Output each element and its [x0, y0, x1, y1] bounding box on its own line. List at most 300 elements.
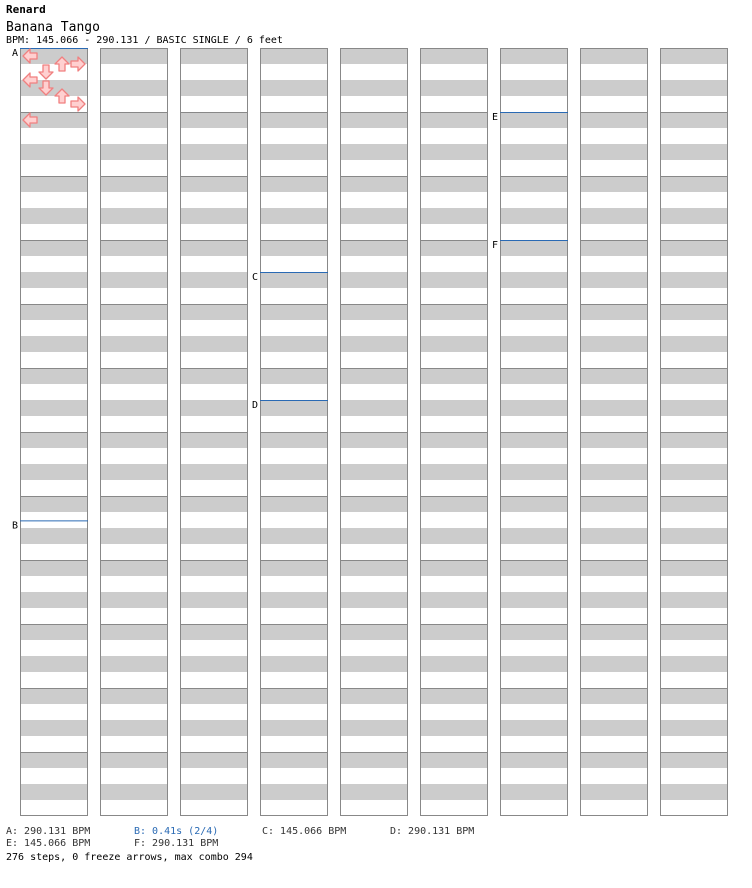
beat-stripe: [500, 112, 568, 128]
beat-stripe: [20, 736, 88, 752]
beat-stripe: [500, 544, 568, 560]
beat-stripe: [500, 672, 568, 688]
beat-stripe: [340, 560, 408, 576]
chart-column: [420, 48, 488, 816]
beat-stripe: [580, 512, 648, 528]
beat-stripe: [660, 128, 728, 144]
beat-stripe: [500, 224, 568, 240]
beat-stripe: [580, 608, 648, 624]
segment-label: D: [251, 400, 258, 411]
beat-stripe: [660, 192, 728, 208]
beat-stripe: [660, 656, 728, 672]
beat-stripe: [420, 544, 488, 560]
beat-stripe: [340, 512, 408, 528]
beat-stripe: [500, 416, 568, 432]
segment-label: E: [491, 112, 498, 123]
beat-stripe: [580, 224, 648, 240]
beat-stripe: [340, 192, 408, 208]
beat-stripe: [20, 352, 88, 368]
beat-stripe: [20, 384, 88, 400]
beat-stripe: [340, 304, 408, 320]
beat-stripe: [260, 576, 328, 592]
beat-stripe: [20, 512, 88, 528]
beat-stripe: [260, 640, 328, 656]
beat-stripe: [420, 416, 488, 432]
beat-stripe: [580, 704, 648, 720]
beat-stripe: [500, 384, 568, 400]
beat-stripe: [660, 720, 728, 736]
beat-stripe: [500, 192, 568, 208]
beat-stripe: [20, 272, 88, 288]
segment-label: A: [11, 48, 18, 59]
segment-label: C: [251, 272, 258, 283]
beat-stripe: [580, 384, 648, 400]
beat-stripe: [180, 752, 248, 768]
beat-stripe: [20, 160, 88, 176]
beat-stripe: [100, 592, 168, 608]
beat-stripe: [580, 672, 648, 688]
segment-f-label: F: 290.131 BPM: [134, 838, 219, 849]
beat-stripe: [180, 96, 248, 112]
beat-stripe: [340, 688, 408, 704]
beat-stripe: [420, 784, 488, 800]
segment-c-label: C: 145.066 BPM: [262, 826, 347, 837]
beat-stripe: [500, 480, 568, 496]
beat-stripe: [20, 304, 88, 320]
beat-stripe: [180, 688, 248, 704]
beat-stripe: [340, 464, 408, 480]
beat-stripe: [420, 192, 488, 208]
beat-stripe: [100, 496, 168, 512]
beat-stripe: [580, 256, 648, 272]
beat-stripe: [660, 336, 728, 352]
beat-stripe: [100, 704, 168, 720]
beat-stripe: [180, 80, 248, 96]
beat-stripe: [100, 256, 168, 272]
beat-stripe: [20, 560, 88, 576]
beat-stripe: [180, 192, 248, 208]
beat-stripe: [340, 352, 408, 368]
beat-stripe: [180, 240, 248, 256]
beat-stripe: [660, 624, 728, 640]
beat-stripe: [20, 416, 88, 432]
chart-column: [100, 48, 168, 816]
beat-stripe: [580, 48, 648, 64]
beat-stripe: [580, 288, 648, 304]
beat-stripe: [100, 176, 168, 192]
beat-stripe: [500, 64, 568, 80]
beat-stripe: [180, 736, 248, 752]
beat-stripe: [420, 800, 488, 816]
beat-stripe: [180, 720, 248, 736]
beat-stripe: [100, 560, 168, 576]
beat-stripe: [340, 736, 408, 752]
beat-stripe: [660, 400, 728, 416]
beat-stripe: [260, 80, 328, 96]
beat-stripe: [260, 480, 328, 496]
beat-stripe: [20, 688, 88, 704]
beat-stripe: [500, 688, 568, 704]
beat-stripe: [260, 304, 328, 320]
beat-stripe: [260, 400, 328, 416]
beat-stripe: [340, 720, 408, 736]
beat-stripe: [340, 672, 408, 688]
beat-stripe: [420, 592, 488, 608]
beat-stripe: [340, 272, 408, 288]
beat-stripe: [100, 320, 168, 336]
segment-label: B: [11, 520, 18, 532]
beat-stripe: [260, 64, 328, 80]
beat-stripe: [260, 528, 328, 544]
beat-stripe: [580, 320, 648, 336]
beat-stripe: [340, 176, 408, 192]
beat-stripe: [260, 672, 328, 688]
beat-stripe: [20, 256, 88, 272]
beat-stripe: [180, 448, 248, 464]
beat-stripe: [100, 688, 168, 704]
beat-stripe: [100, 672, 168, 688]
beat-stripe: [180, 112, 248, 128]
beat-stripe: [340, 400, 408, 416]
beat-stripe: [500, 176, 568, 192]
beat-stripe: [500, 704, 568, 720]
beat-stripe: [580, 496, 648, 512]
beat-stripe: [660, 448, 728, 464]
beat-stripe: [500, 144, 568, 160]
beat-stripe: [180, 560, 248, 576]
beat-stripe: [580, 240, 648, 256]
beat-stripe: [20, 672, 88, 688]
beat-stripe: [100, 208, 168, 224]
beat-stripe: [260, 560, 328, 576]
beat-stripe: [100, 480, 168, 496]
beat-stripe: [420, 128, 488, 144]
beat-stripe: [340, 432, 408, 448]
beat-stripe: [100, 144, 168, 160]
beat-stripe: [180, 592, 248, 608]
beat-stripe: [500, 656, 568, 672]
beat-stripe: [340, 640, 408, 656]
beat-stripe: [580, 784, 648, 800]
beat-stripe: [100, 624, 168, 640]
beat-stripe: [180, 672, 248, 688]
beat-stripe: [20, 608, 88, 624]
beat-stripe: [500, 448, 568, 464]
beat-stripe: [20, 704, 88, 720]
beat-stripe: [420, 448, 488, 464]
beat-stripe: [580, 544, 648, 560]
beat-stripe: [20, 208, 88, 224]
beat-stripe: [500, 752, 568, 768]
beat-stripe: [500, 256, 568, 272]
beat-stripe: [260, 176, 328, 192]
beat-stripe: [100, 112, 168, 128]
beat-stripe: [660, 96, 728, 112]
beat-stripe: [180, 480, 248, 496]
chart-column: [660, 48, 728, 816]
beat-stripe: [180, 400, 248, 416]
beat-stripe: [660, 544, 728, 560]
beat-stripe: [580, 112, 648, 128]
beat-stripe: [580, 144, 648, 160]
beat-stripe: [20, 400, 88, 416]
beat-stripe: [100, 464, 168, 480]
beat-stripe: [100, 432, 168, 448]
beat-stripe: [340, 624, 408, 640]
beat-stripe: [340, 368, 408, 384]
beat-stripe: [660, 384, 728, 400]
beat-stripe: [580, 368, 648, 384]
beat-stripe: [660, 240, 728, 256]
beat-stripe: [580, 96, 648, 112]
beat-stripe: [20, 464, 88, 480]
beat-stripe: [20, 800, 88, 816]
beat-stripe: [580, 688, 648, 704]
beat-stripe: [420, 560, 488, 576]
beat-stripe: [100, 64, 168, 80]
beat-stripe: [500, 560, 568, 576]
beat-stripe: [420, 400, 488, 416]
beat-stripe: [420, 688, 488, 704]
beat-stripe: [260, 736, 328, 752]
beat-stripe: [580, 592, 648, 608]
beat-stripe: [20, 224, 88, 240]
beat-stripe: [260, 48, 328, 64]
beat-stripe: [260, 720, 328, 736]
beat-stripe: [420, 736, 488, 752]
beat-stripe: [420, 352, 488, 368]
beat-stripe: [20, 288, 88, 304]
beat-stripe: [100, 448, 168, 464]
beat-stripe: [340, 256, 408, 272]
beat-stripe: [580, 448, 648, 464]
segment-b-label: B: 0.41s (2/4): [134, 826, 219, 837]
beat-stripe: [660, 288, 728, 304]
beat-stripe: [580, 416, 648, 432]
beat-stripe: [260, 320, 328, 336]
beat-stripe: [660, 480, 728, 496]
beat-stripe: [500, 592, 568, 608]
beat-stripe: [340, 448, 408, 464]
beat-stripe: [180, 256, 248, 272]
beat-stripe: [660, 144, 728, 160]
beat-stripe: [100, 192, 168, 208]
beat-stripe: [340, 544, 408, 560]
beat-stripe: [580, 336, 648, 352]
segment-label: F: [491, 240, 498, 251]
beat-stripe: [580, 400, 648, 416]
beat-stripe: [340, 576, 408, 592]
beat-stripe: [260, 384, 328, 400]
beat-stripe: [580, 768, 648, 784]
beat-stripe: [180, 144, 248, 160]
chart-column: [580, 48, 648, 816]
beat-stripe: [500, 784, 568, 800]
chart-columns: [20, 48, 728, 816]
beat-stripe: [260, 352, 328, 368]
beat-stripe: [500, 352, 568, 368]
beat-stripe: [100, 368, 168, 384]
beat-stripe: [500, 800, 568, 816]
beat-stripe: [100, 800, 168, 816]
beat-stripe: [180, 496, 248, 512]
beat-stripe: [100, 224, 168, 240]
beat-stripe: [260, 336, 328, 352]
beat-stripe: [100, 352, 168, 368]
beat-stripe: [660, 112, 728, 128]
beat-stripe: [660, 736, 728, 752]
beat-stripe: [260, 368, 328, 384]
beat-stripe: [500, 368, 568, 384]
beat-stripe: [500, 624, 568, 640]
beat-stripe: [500, 432, 568, 448]
beat-stripe: [660, 80, 728, 96]
beat-stripe: [420, 704, 488, 720]
beat-stripe: [260, 160, 328, 176]
beat-stripe: [420, 272, 488, 288]
beat-stripe: [660, 576, 728, 592]
beat-stripe: [500, 336, 568, 352]
beat-stripe: [420, 160, 488, 176]
beat-stripe: [180, 64, 248, 80]
beat-stripe: [420, 224, 488, 240]
beat-stripe: [100, 400, 168, 416]
beat-stripe: [500, 768, 568, 784]
beat-stripe: [500, 736, 568, 752]
beat-stripe: [420, 752, 488, 768]
beat-stripe: [500, 288, 568, 304]
beat-stripe: [660, 176, 728, 192]
beat-stripe: [180, 368, 248, 384]
segment-e-label: E: 145.066 BPM: [6, 838, 91, 849]
beat-stripe: [20, 640, 88, 656]
beat-stripe: [500, 608, 568, 624]
beat-stripe: [340, 496, 408, 512]
beat-stripe: [500, 400, 568, 416]
beat-stripe: [500, 640, 568, 656]
beat-stripe: [260, 592, 328, 608]
beat-stripe: [260, 256, 328, 272]
beat-stripe: [340, 160, 408, 176]
beat-stripe: [20, 192, 88, 208]
beat-stripe: [660, 592, 728, 608]
beat-stripe: [260, 768, 328, 784]
beat-stripe: [580, 64, 648, 80]
chart-column: [500, 48, 568, 816]
beat-stripe: [340, 128, 408, 144]
beat-stripe: [180, 800, 248, 816]
beat-stripe: [260, 192, 328, 208]
beat-stripe: [100, 656, 168, 672]
beat-stripe: [580, 160, 648, 176]
beat-stripe: [100, 768, 168, 784]
beat-stripe: [660, 320, 728, 336]
beat-stripe: [100, 288, 168, 304]
beat-stripe: [260, 240, 328, 256]
beat-stripe: [660, 784, 728, 800]
beat-stripe: [100, 384, 168, 400]
beat-stripe: [580, 624, 648, 640]
beat-stripe: [420, 368, 488, 384]
beat-stripe: [580, 128, 648, 144]
beat-stripe: [660, 416, 728, 432]
beat-stripe: [500, 240, 568, 256]
beat-stripe: [660, 768, 728, 784]
beat-stripe: [180, 272, 248, 288]
segment-a-label: A: 290.131 BPM: [6, 826, 91, 837]
beat-stripe: [420, 288, 488, 304]
beat-stripe: [580, 752, 648, 768]
beat-stripe: [340, 64, 408, 80]
beat-stripe: [660, 640, 728, 656]
beat-stripe: [180, 336, 248, 352]
beat-stripe: [100, 416, 168, 432]
beat-stripe: [580, 272, 648, 288]
beat-stripe: [500, 160, 568, 176]
beat-stripe: [260, 416, 328, 432]
artist-name: Renard: [6, 3, 46, 16]
beat-stripe: [180, 352, 248, 368]
beat-stripe: [660, 528, 728, 544]
beat-stripe: [20, 768, 88, 784]
beat-stripe: [340, 80, 408, 96]
beat-stripe: [100, 336, 168, 352]
beat-stripe: [20, 496, 88, 512]
beat-stripe: [500, 720, 568, 736]
beat-stripe: [260, 112, 328, 128]
beat-stripe: [260, 608, 328, 624]
beat-stripe: [180, 224, 248, 240]
beat-stripe: [420, 624, 488, 640]
beat-stripe: [580, 528, 648, 544]
beat-stripe: [180, 176, 248, 192]
beat-stripe: [20, 480, 88, 496]
beat-stripe: [180, 656, 248, 672]
beat-stripe: [660, 64, 728, 80]
beat-stripe: [260, 288, 328, 304]
beat-stripe: [180, 704, 248, 720]
beat-stripe: [420, 512, 488, 528]
beat-stripe: [580, 208, 648, 224]
beat-stripe: [500, 304, 568, 320]
beat-stripe: [340, 656, 408, 672]
chart-column: [180, 48, 248, 816]
beat-stripe: [660, 512, 728, 528]
beat-stripe: [660, 224, 728, 240]
beat-stripe: [20, 576, 88, 592]
beat-stripe: [180, 768, 248, 784]
beat-stripe: [260, 512, 328, 528]
beat-stripe: [660, 464, 728, 480]
beat-stripe: [340, 96, 408, 112]
beat-stripe: [340, 592, 408, 608]
beat-stripe: [580, 304, 648, 320]
beat-stripe: [180, 624, 248, 640]
beat-stripe: [580, 352, 648, 368]
beat-stripe: [20, 176, 88, 192]
beat-stripe: [420, 240, 488, 256]
beat-stripe: [420, 304, 488, 320]
beat-stripe: [180, 608, 248, 624]
beat-stripe: [420, 336, 488, 352]
beat-stripe: [20, 128, 88, 144]
beat-stripe: [20, 240, 88, 256]
beat-stripe: [660, 160, 728, 176]
beat-stripe: [340, 768, 408, 784]
beat-stripe: [420, 464, 488, 480]
beat-stripe: [180, 576, 248, 592]
beat-stripe: [660, 256, 728, 272]
